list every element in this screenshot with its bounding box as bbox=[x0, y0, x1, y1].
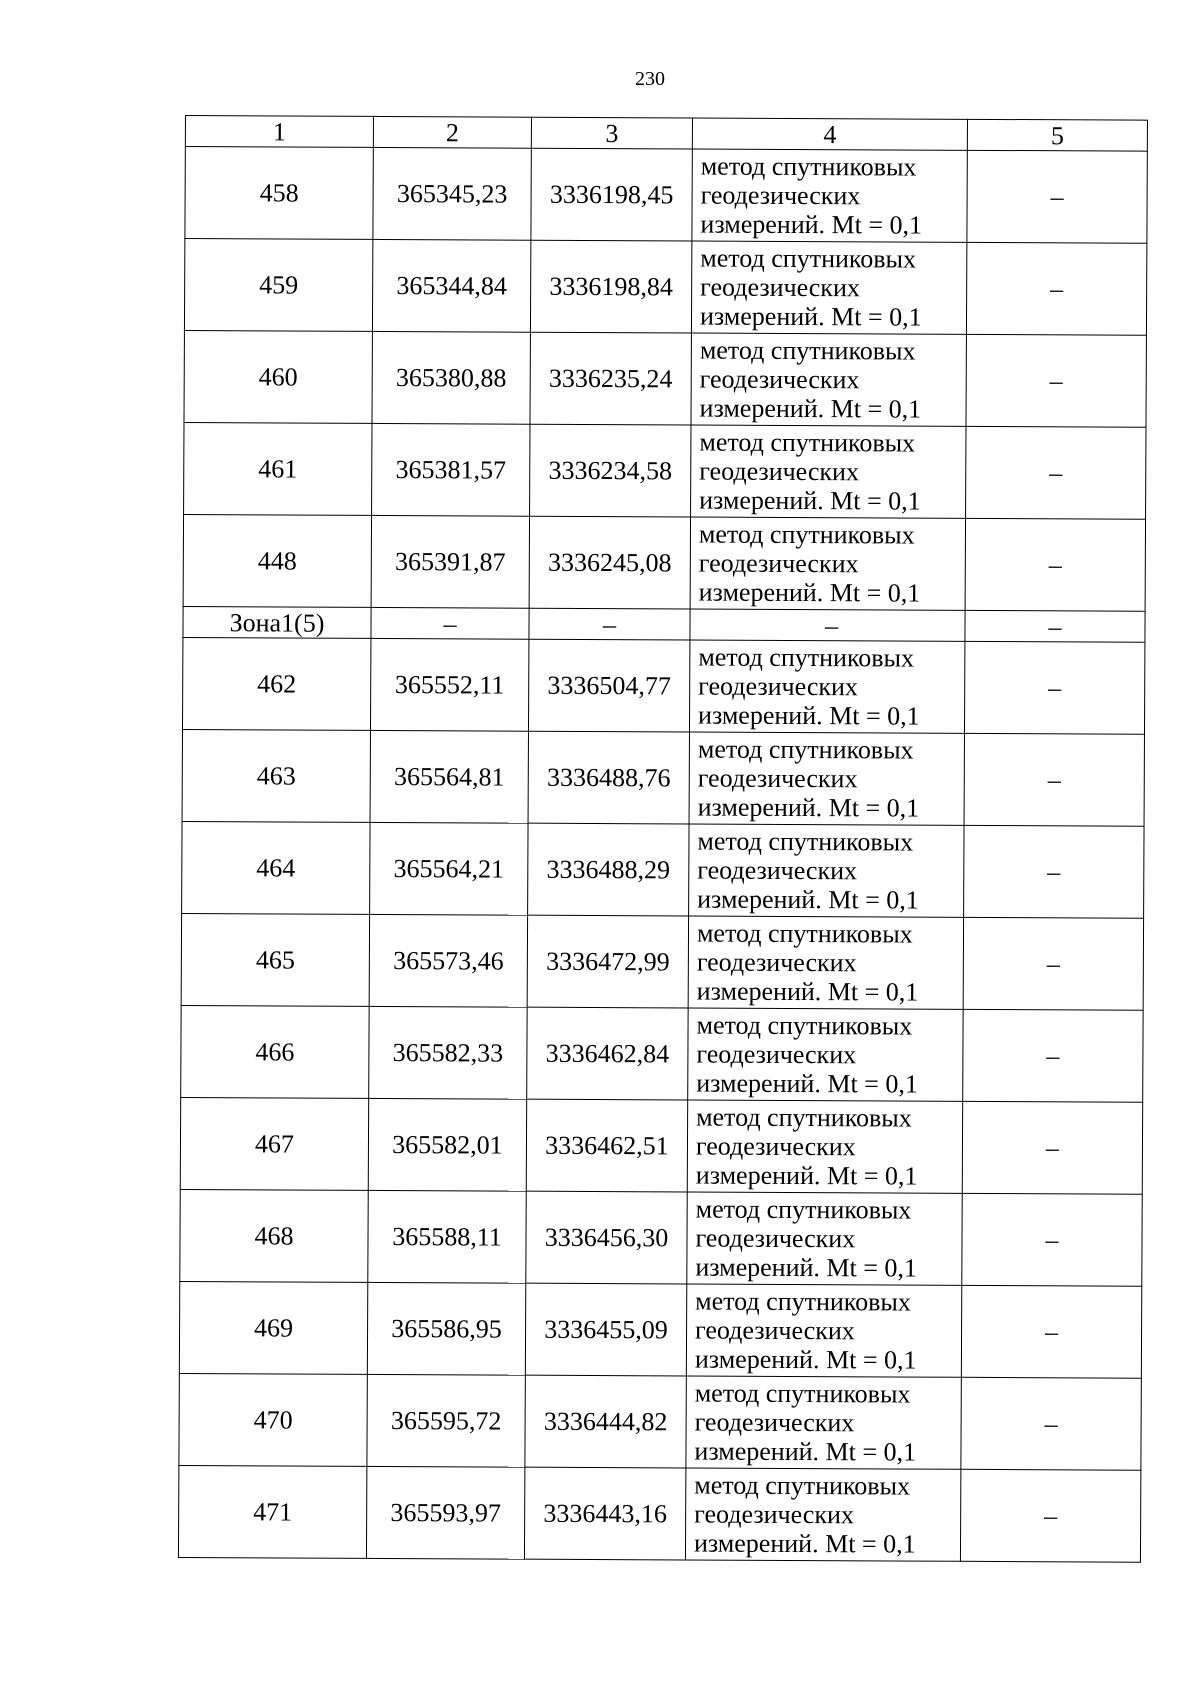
method-text-line: геодезических bbox=[699, 456, 860, 487]
x-coordinate-cell: 365564,81 bbox=[370, 730, 528, 823]
note-cell: – bbox=[961, 1377, 1141, 1470]
table-row bbox=[180, 1097, 1142, 1194]
method-text-line: измерений. Mt = 0,1 bbox=[697, 884, 919, 915]
method-cell bbox=[691, 425, 966, 518]
point-number-cell: 471 bbox=[178, 1465, 366, 1558]
x-coordinate-cell: 365593,97 bbox=[366, 1466, 524, 1559]
table-row bbox=[180, 1189, 1142, 1286]
table-row bbox=[178, 1465, 1140, 1562]
method-cell bbox=[688, 1008, 963, 1101]
table-row bbox=[184, 239, 1146, 336]
page-number: 230 bbox=[635, 68, 665, 90]
note-cell: – bbox=[965, 518, 1145, 611]
x-coordinate-cell: 365391,87 bbox=[371, 515, 529, 608]
point-number-cell: 460 bbox=[184, 330, 372, 423]
method-text-line: метод спутниковых bbox=[696, 1010, 913, 1041]
method-text-line: метод спутниковых bbox=[696, 918, 913, 949]
x-coordinate-cell: 365381,57 bbox=[372, 423, 530, 516]
method-text-line: метод спутниковых bbox=[694, 1378, 911, 1409]
zone-dash-cell: – bbox=[965, 610, 1145, 642]
x-coordinate-cell: 365345,23 bbox=[373, 147, 531, 240]
method-text-line: метод спутниковых bbox=[700, 243, 917, 274]
column-header: 3 bbox=[531, 117, 692, 149]
method-text-line: измерений. Mt = 0,1 bbox=[693, 1528, 916, 1559]
method-cell bbox=[688, 916, 963, 1009]
method-text-line: геодезических bbox=[695, 1131, 856, 1162]
method-text-line: измерений. Mt = 0,1 bbox=[696, 1068, 918, 1099]
point-number-cell: 448 bbox=[183, 514, 371, 607]
y-coordinate-cell: 3336472,99 bbox=[527, 915, 688, 1008]
method-text-line: измерений. Mt = 0,1 bbox=[694, 1344, 917, 1375]
method-text-line: геодезических bbox=[700, 180, 861, 211]
y-coordinate-cell: 3336198,84 bbox=[530, 240, 691, 333]
note-cell: – bbox=[960, 1469, 1140, 1562]
column-header: 4 bbox=[692, 118, 967, 150]
note-cell: – bbox=[961, 1285, 1141, 1378]
table-row bbox=[184, 330, 1146, 427]
x-coordinate-cell: 365564,21 bbox=[370, 822, 528, 915]
method-text-line: измерений. Mt = 0,1 bbox=[699, 393, 922, 424]
table-row bbox=[182, 729, 1144, 826]
method-text-line: метод спутниковых bbox=[698, 642, 915, 673]
method-text-line: геодезических bbox=[697, 855, 858, 886]
method-text-line: метод спутниковых bbox=[694, 1470, 911, 1501]
method-text-line: геодезических bbox=[694, 1499, 854, 1530]
y-coordinate-cell: 3336504,77 bbox=[528, 639, 689, 732]
table-row bbox=[184, 422, 1146, 519]
method-text-line: метод спутниковых bbox=[696, 1102, 912, 1133]
method-text-line: геодезических bbox=[698, 548, 859, 579]
table-row bbox=[182, 637, 1144, 734]
method-text-line: метод спутниковых bbox=[700, 151, 917, 182]
point-number-cell: 464 bbox=[182, 821, 370, 914]
y-coordinate-cell: 3336488,29 bbox=[528, 823, 689, 916]
note-cell: – bbox=[966, 242, 1146, 335]
table-row bbox=[181, 1005, 1143, 1102]
method-cell bbox=[691, 333, 966, 426]
point-number-cell: 459 bbox=[184, 239, 372, 332]
x-coordinate-cell: 365586,95 bbox=[367, 1282, 525, 1375]
method-cell bbox=[690, 517, 965, 610]
y-coordinate-cell: 3336235,24 bbox=[530, 332, 691, 425]
x-coordinate-cell: 365582,01 bbox=[368, 1098, 526, 1191]
zone-dash-cell: – bbox=[529, 608, 690, 640]
method-text-line: метод спутниковых bbox=[699, 335, 916, 366]
method-cell bbox=[689, 824, 964, 917]
y-coordinate-cell: 3336456,30 bbox=[526, 1191, 687, 1284]
y-coordinate-cell: 3336488,76 bbox=[528, 731, 689, 824]
method-cell bbox=[692, 149, 967, 242]
method-cell bbox=[687, 1192, 962, 1285]
note-cell: – bbox=[966, 426, 1146, 519]
column-header: 1 bbox=[185, 116, 373, 148]
method-text-line: метод спутниковых bbox=[695, 1286, 911, 1317]
method-cell bbox=[691, 241, 966, 334]
zone-row bbox=[183, 606, 1145, 642]
note-cell: – bbox=[962, 1101, 1142, 1194]
method-cell bbox=[686, 1284, 961, 1377]
method-text-line: метод спутниковых bbox=[699, 427, 916, 458]
method-text-line: измерений. Mt = 0,1 bbox=[698, 700, 920, 731]
method-text-line: измерений. Mt = 0,1 bbox=[699, 301, 922, 332]
y-coordinate-cell: 3336198,45 bbox=[531, 148, 692, 241]
method-text-line: геодезических bbox=[699, 364, 860, 395]
point-number-cell: 467 bbox=[180, 1097, 368, 1190]
method-text-line: измерений. Mt = 0,1 bbox=[696, 976, 919, 1007]
note-cell: – bbox=[964, 825, 1144, 918]
y-coordinate-cell: 3336462,51 bbox=[526, 1099, 687, 1192]
x-coordinate-cell: 365595,72 bbox=[367, 1374, 525, 1467]
method-text-line: метод спутниковых bbox=[695, 1194, 912, 1225]
method-text-line: измерений. Mt = 0,1 bbox=[695, 1252, 918, 1283]
method-text-line: геодезических bbox=[696, 1039, 857, 1070]
point-number-cell: 462 bbox=[182, 637, 370, 730]
method-text-line: измерений. Mt = 0,1 bbox=[697, 792, 920, 823]
point-number-cell: 465 bbox=[181, 913, 369, 1006]
method-cell bbox=[689, 640, 964, 733]
table-row bbox=[179, 1281, 1141, 1378]
x-coordinate-cell: 365582,33 bbox=[369, 1006, 527, 1099]
method-cell bbox=[685, 1468, 960, 1561]
point-number-cell: 469 bbox=[179, 1281, 367, 1374]
y-coordinate-cell: 3336234,58 bbox=[530, 424, 691, 517]
method-text-line: измерений. Mt = 0,1 bbox=[699, 485, 921, 516]
column-header: 5 bbox=[967, 119, 1147, 151]
table-row bbox=[182, 821, 1144, 918]
method-text-line: геодезических bbox=[697, 763, 858, 794]
method-text-line: геодезических bbox=[700, 272, 860, 303]
table-row bbox=[181, 913, 1143, 1010]
x-coordinate-cell: 365380,88 bbox=[372, 331, 530, 424]
method-text-line: измерений. Mt = 0,1 bbox=[700, 209, 923, 240]
note-cell: – bbox=[964, 641, 1144, 734]
method-text-line: геодезических bbox=[694, 1315, 855, 1346]
note-cell: – bbox=[966, 334, 1146, 427]
point-number-cell: 458 bbox=[185, 147, 373, 240]
note-cell: – bbox=[967, 150, 1147, 243]
x-coordinate-cell: 365344,84 bbox=[372, 239, 530, 332]
method-text-line: метод спутниковых bbox=[697, 734, 914, 765]
x-coordinate-cell: 365588,11 bbox=[368, 1190, 526, 1283]
x-coordinate-cell: 365573,46 bbox=[369, 914, 527, 1007]
point-number-cell: 466 bbox=[181, 1005, 369, 1098]
zone-label-cell: Зона1(5) bbox=[183, 606, 371, 638]
note-cell: – bbox=[964, 733, 1144, 826]
x-coordinate-cell: 365552,11 bbox=[370, 638, 528, 731]
method-cell bbox=[687, 1100, 962, 1193]
point-number-cell: 463 bbox=[182, 729, 370, 822]
point-number-cell: 468 bbox=[180, 1189, 368, 1282]
coordinates-table bbox=[178, 115, 1148, 1563]
table-header-row bbox=[185, 116, 1147, 152]
method-text-line: метод спутниковых bbox=[698, 519, 915, 550]
method-text-line: метод спутниковых bbox=[697, 826, 914, 857]
method-text-line: измерений. Mt = 0,1 bbox=[694, 1436, 917, 1467]
table-row bbox=[183, 514, 1145, 611]
method-text-line: геодезических bbox=[696, 947, 857, 978]
note-cell: – bbox=[962, 1193, 1142, 1286]
zone-dash-cell: – bbox=[690, 609, 965, 641]
y-coordinate-cell: 3336455,09 bbox=[525, 1283, 686, 1376]
point-number-cell: 470 bbox=[179, 1373, 367, 1466]
y-coordinate-cell: 3336462,84 bbox=[527, 1007, 688, 1100]
note-cell: – bbox=[963, 917, 1143, 1010]
method-text-line: измерений. Mt = 0,1 bbox=[695, 1160, 918, 1191]
table-row bbox=[179, 1373, 1141, 1470]
method-text-line: измерений. Mt = 0,1 bbox=[698, 577, 921, 608]
y-coordinate-cell: 3336443,16 bbox=[524, 1467, 685, 1560]
method-text-line: геодезических bbox=[694, 1407, 855, 1438]
method-cell bbox=[686, 1376, 961, 1469]
zone-dash-cell: – bbox=[371, 607, 529, 639]
table-row bbox=[185, 147, 1147, 244]
method-text-line: геодезических bbox=[695, 1223, 856, 1254]
y-coordinate-cell: 3336444,82 bbox=[525, 1375, 686, 1468]
method-text-line: геодезических bbox=[698, 671, 859, 702]
y-coordinate-cell: 3336245,08 bbox=[529, 516, 690, 609]
method-cell bbox=[689, 732, 964, 825]
point-number-cell: 461 bbox=[184, 422, 372, 515]
column-header: 2 bbox=[373, 116, 531, 148]
note-cell: – bbox=[963, 1009, 1143, 1102]
